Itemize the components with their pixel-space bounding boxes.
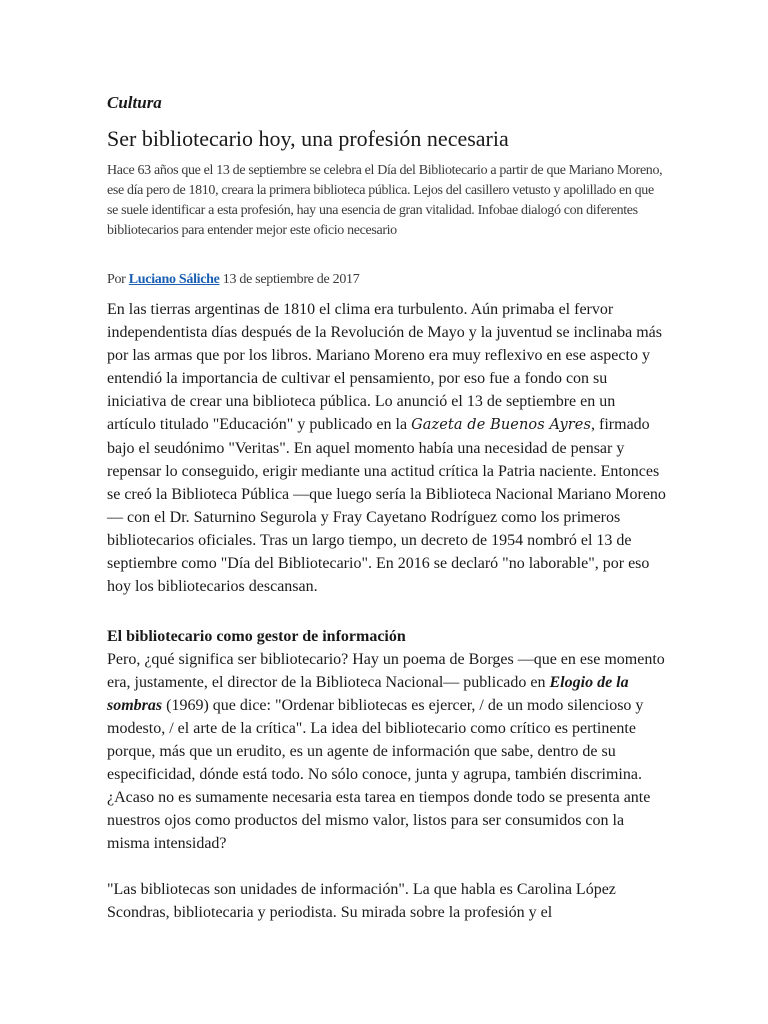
byline	[107, 270, 667, 290]
paragraph-1-text-b: , firmado bajo el seudónimo "Veritas". En aquel momento había una necesidad de pensar y repensar lo conseguido, erigir mediante una actitud crítica la Patria naciente. Entonces se creó la Biblioteca Pública —que luego sería la Biblioteca Nacional Mariano Moreno— con el Dr. Saturnino Segurola y Fray Cayetano Rodríguez como los primeros bibliotecarios oficiales. Tras un largo tiempo, un decreto de 1954 nombró el 13 de septiembre como "Día del Bibliotecario". En 2016 se declaró "no laborable", por eso hoy los bibliotecarios descansan.	[107, 416, 666, 595]
byline-prefix: Por	[107, 272, 126, 287]
paragraph-2-text-b: (1969) que dice: "Ordenar bibliotecas es ejercer, / de un modo silencioso y modesto, / el arte de la crítica". La idea del bibliotecario como crítico es pertinente porque, más que un erudito, es un agente de información que sabe, dentro de su especificidad, dónde está todo. No sólo conoce, junta y agrupa, también discrimina. ¿Acaso no es sumamente necesaria esta tarea en tiempos donde todo se presenta ante nuestros ojos como productos del mismo valor, listos para ser consumidos con la misma intensidad?	[107, 697, 651, 852]
body-paragraph-1	[107, 298, 667, 598]
author-link[interactable]: Luciano Sáliche	[128, 272, 220, 287]
article-headline: Ser bibliotecario hoy, una profesión necesaria	[107, 126, 509, 151]
article-lead: Hace 63 años que el 13 de septiembre se celebra el Día del Bibliotecario a partir de que Mariano Moreno, ese día pero de 1810, creara la primera biblioteca pública. Lejos del casillero vetusto y apolillado en que se suele identificar a esta profesión, hay una esencia de gran vitalidad. Infobae dialogó con diferentes bibliotecarios para entender mejor este oficio necesario	[107, 163, 663, 238]
body-paragraph-3: "Las bibliotecas son unidades de información". La que habla es Carolina López Scondras, bibliotecaria y periodista. Su mirada sobre la profesión y el	[107, 881, 616, 921]
publish-date: 13 de septiembre de 2017	[222, 272, 360, 287]
section-subheading: El bibliotecario como gestor de información	[107, 628, 406, 645]
body-paragraph-2	[107, 648, 667, 855]
gazeta-title: Gazeta de Buenos Ayres	[411, 417, 592, 433]
section-label: Cultura	[107, 93, 162, 112]
book-title: Elogio de la sombras	[107, 674, 629, 714]
paragraph-2-text-a: Pero, ¿qué significa ser bibliotecario? Hay un poema de Borges —que en ese momento era, justamente, el director de la Biblioteca Nacional— publicado en	[107, 651, 665, 691]
paragraph-1-text-a: En las tierras argentinas de 1810 el clima era turbulento. Aún primaba el fervor independentista días después de la Revolución de Mayo y la juventud se inclinaba más por las armas que por los libros. Mariano Moreno era muy reflexivo en ese aspecto y entendió la importancia de cultivar el pensamiento, por eso fue a fondo con su iniciativa de crear una biblioteca pública. Lo anunció el 13 de septiembre en un artículo titulado "Educación" y publicado en la	[107, 301, 662, 433]
